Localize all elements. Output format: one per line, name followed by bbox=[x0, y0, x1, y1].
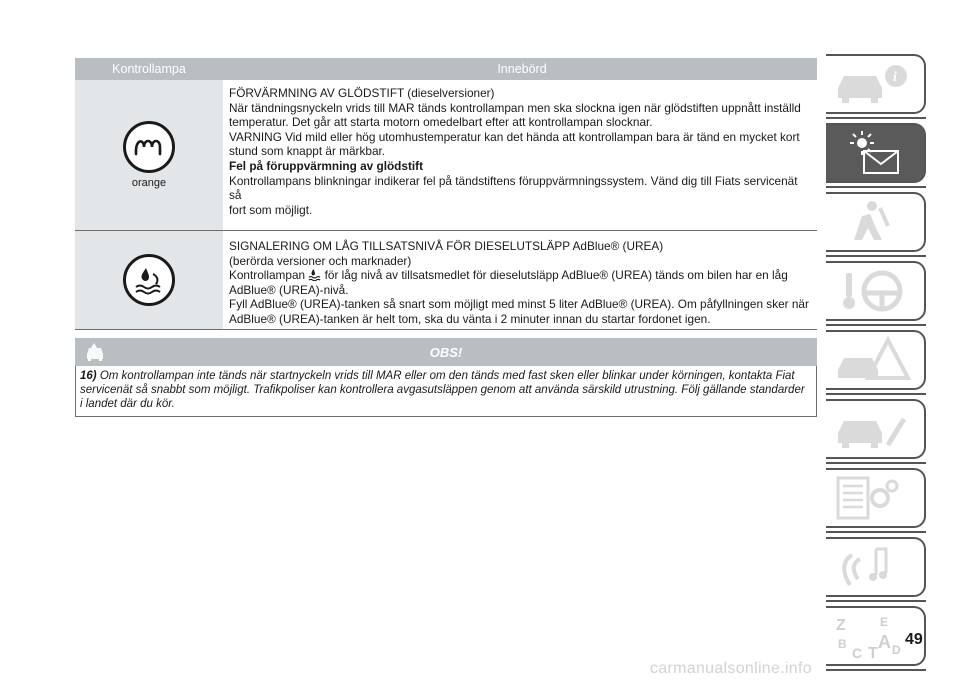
glow-plug-icon bbox=[123, 121, 175, 173]
obs-header bbox=[75, 338, 817, 366]
warning-lights-icon bbox=[832, 129, 914, 177]
seat-airbag-icon bbox=[832, 198, 914, 246]
tab-start-drive[interactable] bbox=[826, 261, 926, 321]
table-row bbox=[75, 80, 817, 231]
desc-line: VARNING Vid mild eller hög utomhustemperatur kan det hända att kontrollampan bara är tänd en mycket kort bbox=[229, 129, 800, 144]
adblue-level-icon bbox=[123, 254, 175, 306]
tab-safety[interactable] bbox=[826, 192, 926, 252]
lamp-description bbox=[223, 80, 817, 230]
lamp-cell bbox=[75, 231, 223, 329]
desc-text: Kontrollampan bbox=[229, 268, 306, 283]
lamp-color-label: orange bbox=[131, 177, 167, 189]
technical-data-icon bbox=[832, 474, 914, 522]
car-maintenance-icon bbox=[832, 405, 914, 453]
desc-line: SIGNALERING OM LÅG TILLSATSNIVÅ FÖR DIESELUTSLÄPP AdBlue® (UREA) bbox=[229, 239, 664, 253]
obs-text: Om kontrollampan inte tänds när startnyckeln vrids till MAR eller om den tänds med fast sken eller blinkar under körningen, kontakta Fiat bbox=[99, 370, 795, 382]
desc-text: för låg nivå av tillsatsmedlet för dieselutsläpp AdBlue® (UREA) tänds om bilen har en låg bbox=[324, 268, 788, 283]
desc-line: När tändningsnyckeln vrids till MAR tänds kontrollampan men ska slockna igen när glödstiften uppnått inställd bbox=[229, 100, 801, 115]
adblue-inline-icon bbox=[308, 268, 321, 281]
tab-maintenance[interactable] bbox=[826, 399, 926, 459]
table-header bbox=[75, 58, 817, 80]
page-number: 49 bbox=[905, 631, 923, 648]
obs-line bbox=[80, 369, 812, 383]
tab-car-info[interactable] bbox=[826, 54, 926, 114]
tab-warning-lights[interactable] bbox=[826, 123, 926, 183]
svg-text:E: E bbox=[880, 615, 889, 629]
tab-technical-data[interactable] bbox=[826, 468, 926, 528]
desc-line: AdBlue® (UREA)-nivå. bbox=[229, 282, 349, 297]
desc-line: Kontrollampans blinkningar indikerar fel på tändstiftens föruppvärmningssystem. Vänd dig till Fiats servicenät så bbox=[229, 173, 798, 203]
key-steering-icon bbox=[832, 267, 914, 315]
svg-text:D: D bbox=[892, 643, 901, 657]
warning-lights-table bbox=[75, 58, 817, 330]
obs-number: 16) bbox=[80, 370, 97, 382]
lamp-description bbox=[223, 231, 817, 329]
obs-title: OBS! bbox=[429, 344, 463, 360]
desc-line: AdBlue® (UREA)-tanken är helt tom, ska du vänta i 2 minuter innan du startar fordonet igen. bbox=[229, 311, 711, 326]
emergency-triangle-icon bbox=[832, 336, 914, 384]
svg-text:T: T bbox=[868, 645, 878, 660]
svg-text:A: A bbox=[878, 632, 891, 652]
svg-text:i: i bbox=[893, 70, 897, 85]
obs-line: servicenät så snabbt som möjligt. Trafikpoliser kan kontrollera avgasutsläppen genom att använda särskild utrustning. Följ gällande standarder bbox=[80, 384, 805, 397]
header-meaning: Innebörd bbox=[497, 62, 547, 76]
desc-line: stund som knappt är märkbar. bbox=[229, 144, 386, 159]
desc-line: FÖRVÄRMNING AV GLÖDSTIFT (dieselversioner) bbox=[229, 86, 495, 100]
lamp-cell bbox=[75, 80, 223, 230]
table-row bbox=[75, 231, 817, 330]
svg-text:Z: Z bbox=[836, 617, 846, 634]
header-lamp: Kontrollampa bbox=[112, 62, 186, 76]
watermark: carmanualsonline.info bbox=[650, 660, 812, 677]
desc-line: (berörda versioner och marknader) bbox=[229, 253, 412, 268]
tab-emergency[interactable] bbox=[826, 330, 926, 390]
car-info-icon bbox=[832, 60, 914, 108]
desc-subheading: Fel på föruppvärmning av glödstift bbox=[229, 158, 424, 173]
obs-body bbox=[75, 366, 817, 417]
obs-note bbox=[75, 338, 817, 417]
tab-multimedia[interactable] bbox=[826, 537, 926, 597]
obs-line: i landet där du kör. bbox=[80, 398, 175, 411]
desc-line: temperatur. Det går att starta motorn omedelbart efter att kontrollampan slocknar. bbox=[229, 115, 653, 130]
svg-text:B: B bbox=[838, 637, 847, 651]
index-icon bbox=[832, 612, 914, 660]
multimedia-icon bbox=[832, 543, 914, 591]
desc-line bbox=[229, 268, 813, 283]
desc-line: fort som möjligt. bbox=[229, 202, 313, 217]
desc-line: Fyll AdBlue® (UREA)-tanken så snart som möjligt med minst 5 liter AdBlue® (UREA). Om påfyllningen sker när bbox=[229, 297, 809, 312]
svg-text:C: C bbox=[852, 645, 863, 660]
chapter-sidebar bbox=[826, 54, 928, 675]
car-warning-icon bbox=[83, 342, 107, 362]
